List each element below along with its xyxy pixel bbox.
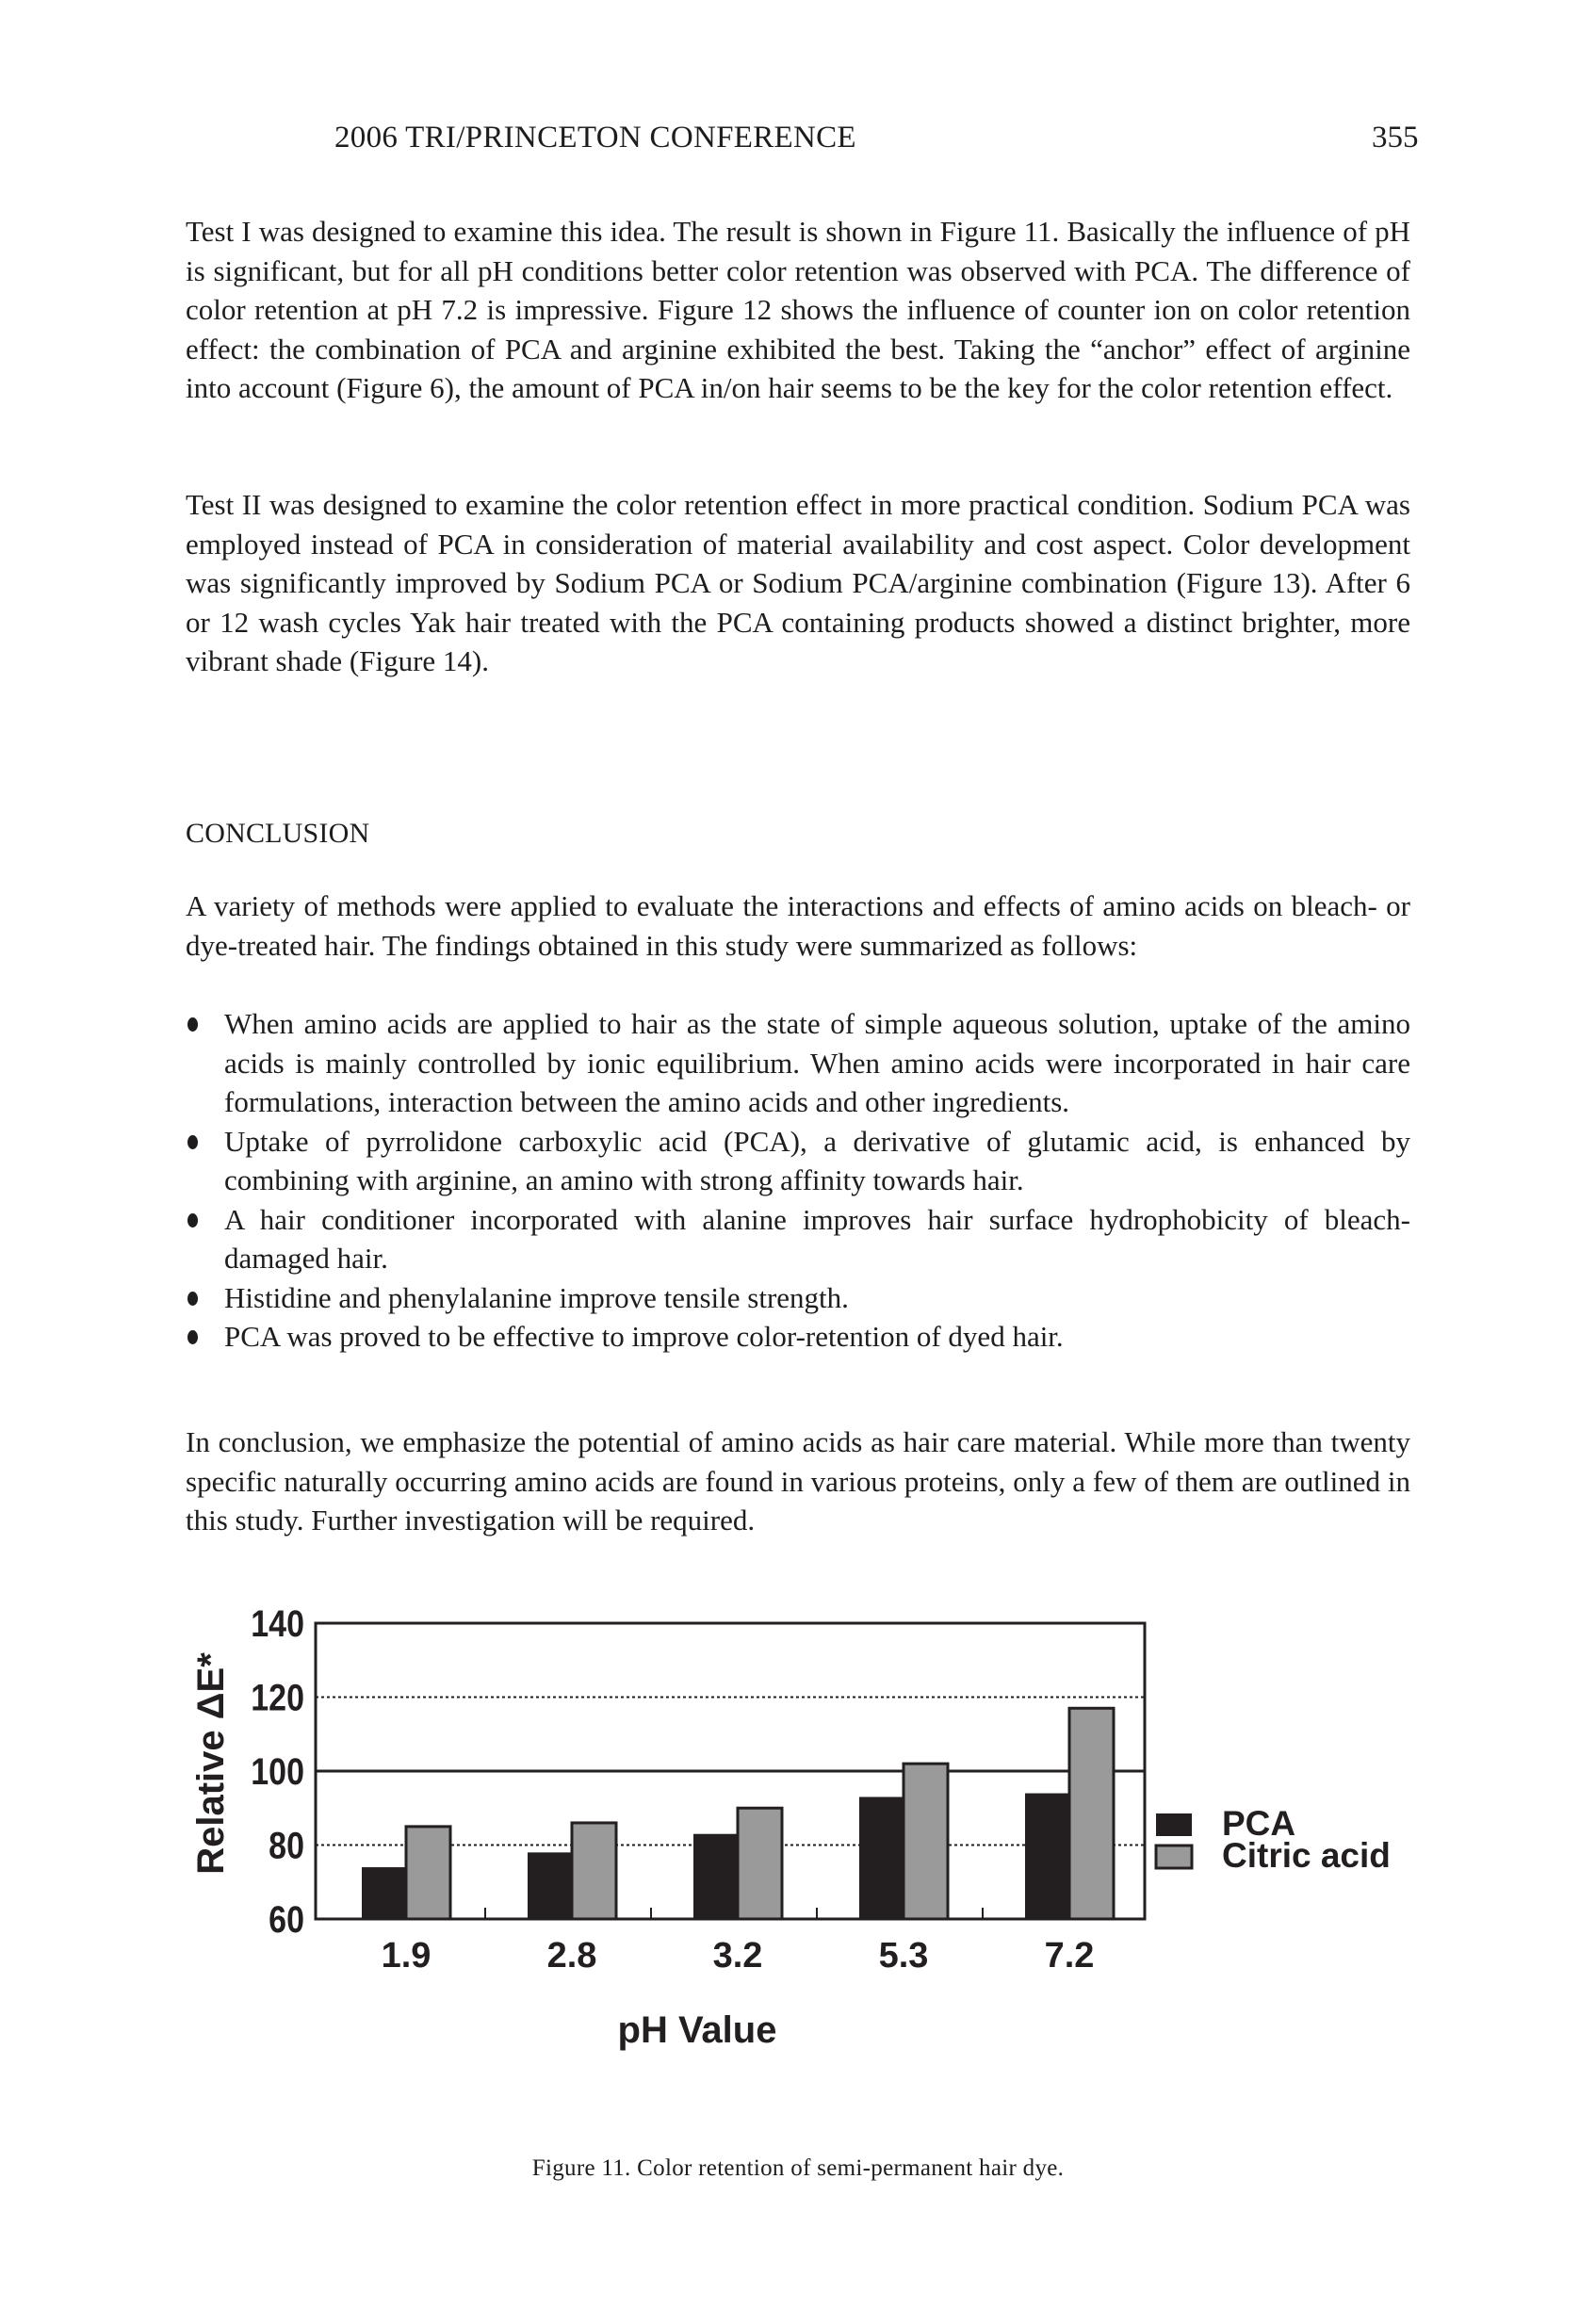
x-tick-label: 2.8 <box>546 1936 597 1976</box>
bullet-icon <box>187 1213 198 1228</box>
x-tick-label: 5.3 <box>878 1936 929 1976</box>
paragraph-test-1: Test I was designed to examine this idea. The result is shown in Figure 11. Basically the influence of pH is significant, but for all pH conditions better color retention was observed with PCA. The difference of color retention at pH 7.2 is impressive. Figure 12 shows the influence of counter ion on color retention effect: the combination of PCA and arginine exhibited the best. Taking the “anchor” effect of arginine into account (Figure 6), the amount of PCA in/on hair seems to be the key for the color retention effect. <box>186 215 1410 404</box>
bar-pca <box>528 1852 572 1919</box>
x-axis-label: pH Value <box>617 2009 777 2051</box>
y-tick-label: 60 <box>269 1897 304 1941</box>
x-tick-label: 3.2 <box>712 1936 763 1976</box>
bar-pca <box>693 1834 738 1919</box>
running-head <box>0 121 1596 158</box>
bullet-icon <box>187 1292 198 1306</box>
bar-pca <box>859 1797 904 1919</box>
legend-swatch-pca <box>1156 1813 1192 1836</box>
conclusion-intro: A variety of methods were applied to evaluate the interactions and effects of amino acids on bleach- or dye-treated hair. The findings obtained in this study were summarized as follows: <box>186 889 1410 962</box>
page-number: 355 <box>1372 121 1419 154</box>
bullet-icon <box>187 1330 198 1344</box>
bar-citric-acid <box>1069 1708 1114 1919</box>
y-axis-label: Relative ΔE* <box>190 1652 232 1875</box>
list-item: Uptake of pyrrolidone carboxylic acid (PCA), a derivative of glutamic acid, is enhanced by combining with arginine, an amino with strong affinity towards hair. <box>186 1122 1410 1200</box>
bar-citric-acid <box>406 1827 450 1919</box>
list-item: A hair conditioner incorporated with alanine improves hair surface hydrophobicity of bleach-damaged hair. <box>186 1200 1410 1278</box>
list-item: PCA was proved to be effective to improve color-retention of dyed hair. <box>186 1317 1410 1357</box>
plot-frame <box>316 1623 1145 1919</box>
figure-caption <box>0 2155 1596 2182</box>
bar-pca <box>1025 1794 1069 1919</box>
bar-citric-acid <box>572 1823 616 1919</box>
bar-citric-acid <box>738 1808 782 1919</box>
list-item: When amino acids are applied to hair as the state of simple aqueous solution, uptake of the amino acids is mainly controlled by ionic equilibrium. When amino acids were incorporated in hair care formulations, interaction between the amino acids and other ingredients. <box>186 1004 1410 1122</box>
x-tick-label: 1.9 <box>381 1936 432 1976</box>
list-item: Histidine and phenylalanine improve tensile strength. <box>186 1278 1410 1318</box>
y-tick-label: 140 <box>251 1602 304 1645</box>
caption-text: Color retention of semi-permanent hair dye. <box>637 2155 1065 2181</box>
bullet-icon <box>187 1135 198 1149</box>
bullet-icon <box>187 1017 198 1032</box>
caption-label: Figure 11. <box>531 2155 631 2181</box>
closing-paragraph: In conclusion, we emphasize the potential of amino acids as hair care material. While more than twenty specific naturally occurring amino acids are found in various proteins, only a few of them are outlined in this study. Further investigation will be required. <box>186 1425 1410 1537</box>
legend-swatch-citric-acid <box>1156 1846 1192 1868</box>
y-tick-label: 120 <box>251 1675 304 1719</box>
bar-citric-acid <box>904 1764 948 1919</box>
section-heading-conclusion: CONCLUSION <box>186 818 370 849</box>
bar-pca <box>362 1867 406 1919</box>
running-title: 2006 TRI/PRINCETON CONFERENCE <box>334 121 856 154</box>
legend-label: PCA <box>1222 1804 1296 1843</box>
y-tick-label: 100 <box>251 1749 304 1793</box>
x-tick-label: 7.2 <box>1044 1936 1095 1976</box>
findings-list <box>186 1004 1410 1357</box>
paragraph-test-2: Test II was designed to examine the color retention effect in more practical condition. Sodium PCA was employed instead of PCA in consideration of material availability and cost aspect. Color development was significantly improved by Sodium PCA or Sodium PCA/arginine combination (Figure 13). After 6 or 12 wash cycles Yak hair treated with the PCA containing products showed a distinct brighter, more vibrant shade (Figure 14). <box>186 488 1410 677</box>
y-tick-label: 80 <box>269 1823 304 1867</box>
legend-label: Citric acid <box>1222 1836 1391 1875</box>
